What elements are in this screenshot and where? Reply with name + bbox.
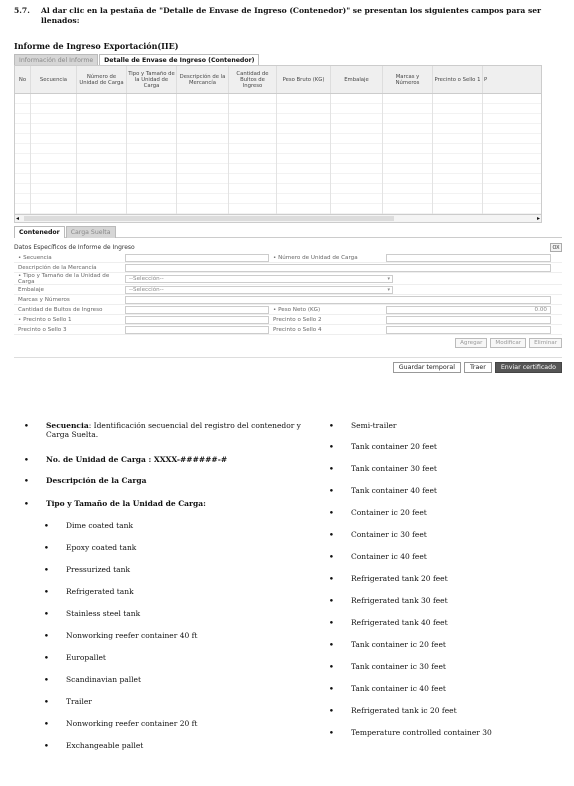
- eliminar-button[interactable]: Eliminar: [529, 338, 562, 348]
- list-item: • Tank container 30 feet: [329, 464, 437, 473]
- col-header[interactable]: P: [484, 76, 488, 83]
- list-item: • Epoxy coated tank: [44, 543, 137, 552]
- label-precinto3: Precinto o Sello 3: [18, 326, 67, 333]
- screenshot-panel: [14, 40, 562, 406]
- agregar-button[interactable]: Agregar: [455, 338, 487, 348]
- label-cantidad: Cantidad de Bultos de Ingreso: [18, 306, 103, 313]
- num-unidad-input[interactable]: [386, 254, 551, 262]
- form-section-header: [14, 241, 562, 253]
- list-item: • Container ic 40 feet: [329, 552, 427, 561]
- list-item: • Exchangeable pallet: [44, 741, 144, 750]
- list-item: • Secuencia: Identificación secuencial del registro del contenedor y Carga Suelta.: [24, 421, 301, 439]
- secuencia-input[interactable]: [125, 254, 269, 262]
- tab-informacion-informe[interactable]: Información del Informe: [14, 54, 98, 65]
- tipo-select[interactable]: --Selección--: [129, 275, 164, 282]
- list-item: • Tipo y Tamaño de la Unidad de Carga:: [24, 499, 206, 508]
- list-item: • Container ic 30 feet: [329, 530, 427, 539]
- list-item: • Nonworking reefer container 20 ft: [44, 719, 198, 728]
- col-header[interactable]: No: [15, 66, 31, 93]
- precinto4-input[interactable]: [386, 326, 551, 334]
- collapse-button[interactable]: OX: [550, 243, 562, 252]
- col-header[interactable]: Número de Unidad de Carga: [77, 66, 127, 93]
- precinto2-input[interactable]: [386, 316, 551, 324]
- list-item: • Semi-trailer: [329, 421, 397, 430]
- container-form: [14, 253, 562, 335]
- label-precinto1: • Precinto o Sello 1: [18, 316, 72, 323]
- list-item: • Nonworking reefer container 40 ft: [44, 631, 198, 640]
- label-secuencia: • Secuencia: [18, 254, 52, 261]
- left-list: [24, 421, 304, 763]
- list-item: • Tank container ic 40 feet: [329, 684, 446, 693]
- chevron-down-icon[interactable]: ▾: [387, 286, 390, 293]
- label-precinto4: Precinto o Sello 4: [273, 326, 322, 333]
- grid-header: [15, 66, 541, 94]
- col-header[interactable]: Cantidad de Bultos de Ingreso: [229, 66, 277, 93]
- panel-title: Informe de Ingreso Exportación(IIE): [14, 41, 179, 51]
- label-precinto2: Precinto o Sello 2: [273, 316, 322, 323]
- cantidad-input[interactable]: [125, 306, 269, 314]
- chevron-down-icon[interactable]: ▾: [387, 275, 390, 282]
- descripcion-input[interactable]: [125, 264, 551, 272]
- right-list: [329, 421, 554, 750]
- precinto1-input[interactable]: [125, 316, 269, 324]
- section-number: 5.7.: [14, 6, 30, 15]
- marcas-input[interactable]: [125, 296, 551, 304]
- list-item: • Refrigerated tank 20 feet: [329, 574, 448, 583]
- scroll-right-arrow-icon[interactable]: ▸: [536, 215, 540, 222]
- col-header[interactable]: Secuencia: [31, 66, 77, 93]
- list-item: • Stainless steel tank: [44, 609, 141, 618]
- list-item: • Refrigerated tank ic 20 feet: [329, 706, 457, 715]
- form-section-title: Datos Específicos de Informe de Ingreso: [14, 243, 135, 251]
- list-item: • Pressurized tank: [44, 565, 131, 574]
- label-num-unidad: • Número de Unidad de Carga: [273, 254, 358, 261]
- label-tipo: • Tipo y Tamaño de la Unidad de Carga: [18, 272, 110, 285]
- tab-contenedor[interactable]: Contenedor: [14, 226, 65, 238]
- list-item: • Refrigerated tank: [44, 587, 134, 596]
- tab-detalle-envase[interactable]: Detalle de Envase de Ingreso (Contenedor): [99, 54, 259, 65]
- guardar-temporal-button[interactable]: Guardar temporal: [393, 362, 461, 373]
- col-header[interactable]: Peso Bruto (KG): [277, 66, 331, 93]
- col-header[interactable]: Tipo y Tamaño de la Unidad de Carga: [127, 66, 177, 93]
- section-heading: [14, 6, 562, 26]
- list-item: • Tank container ic 30 feet: [329, 662, 446, 671]
- main-tabs: [14, 53, 562, 65]
- label-embalaje: Embalaje: [18, 286, 44, 293]
- list-item: • Europallet: [44, 653, 106, 662]
- list-item: • Dime coated tank: [44, 521, 134, 530]
- footer-buttons: [14, 357, 562, 373]
- tab-carga-suelta[interactable]: Carga Suelta: [66, 226, 116, 238]
- list-item: • Container ic 20 feet: [329, 508, 427, 517]
- peso-input[interactable]: 0.00: [534, 306, 547, 313]
- label-marcas: Marcas y Números: [18, 296, 70, 303]
- list-item: • Tank container 40 feet: [329, 486, 437, 495]
- scroll-left-arrow-icon[interactable]: ◂: [16, 215, 20, 222]
- col-header[interactable]: Embalaje: [331, 66, 383, 93]
- traer-button[interactable]: Traer: [464, 362, 492, 373]
- sub-tabs: [14, 226, 562, 238]
- grid-action-buttons: [14, 338, 562, 348]
- list-item: • No. de Unidad de Carga : XXXX-######-#: [24, 455, 228, 464]
- label-descripcion: Descripción de la Mercancía: [18, 264, 97, 271]
- embalaje-select[interactable]: --Selección--: [129, 286, 164, 293]
- list-item: • Temperature controlled container 30: [329, 728, 492, 737]
- precinto3-input[interactable]: [125, 326, 269, 334]
- list-item: • Tank container 20 feet: [329, 442, 437, 451]
- enviar-certificado-button[interactable]: Enviar certificado: [495, 362, 562, 373]
- containers-grid: [14, 65, 542, 215]
- list-item: • Refrigerated tank 30 feet: [329, 596, 448, 605]
- col-header[interactable]: Precinto o Sello 1: [433, 66, 483, 93]
- list-item: • Scandinavian pallet: [44, 675, 141, 684]
- modificar-button[interactable]: Modificar: [490, 338, 526, 348]
- grid-horizontal-scrollbar[interactable]: [14, 215, 542, 223]
- list-item: • Tank container ic 20 feet: [329, 640, 446, 649]
- list-item: • Descripción de la Carga: [24, 476, 147, 485]
- section-text: Al dar clic en la pestaña de "Detalle de Envase de Ingreso (Contenedor)" se presentan los siguientes campos para ser llenados:: [41, 6, 542, 25]
- list-item: • Trailer: [44, 697, 92, 706]
- list-item: • Refrigerated tank 40 feet: [329, 618, 448, 627]
- col-header[interactable]: Descripción de la Mercancía: [177, 66, 229, 93]
- grid-body[interactable]: [15, 94, 541, 214]
- label-peso: • Peso Neto (KG): [273, 306, 321, 313]
- scroll-thumb[interactable]: [24, 216, 394, 221]
- col-header[interactable]: Marcas y Números: [383, 66, 433, 93]
